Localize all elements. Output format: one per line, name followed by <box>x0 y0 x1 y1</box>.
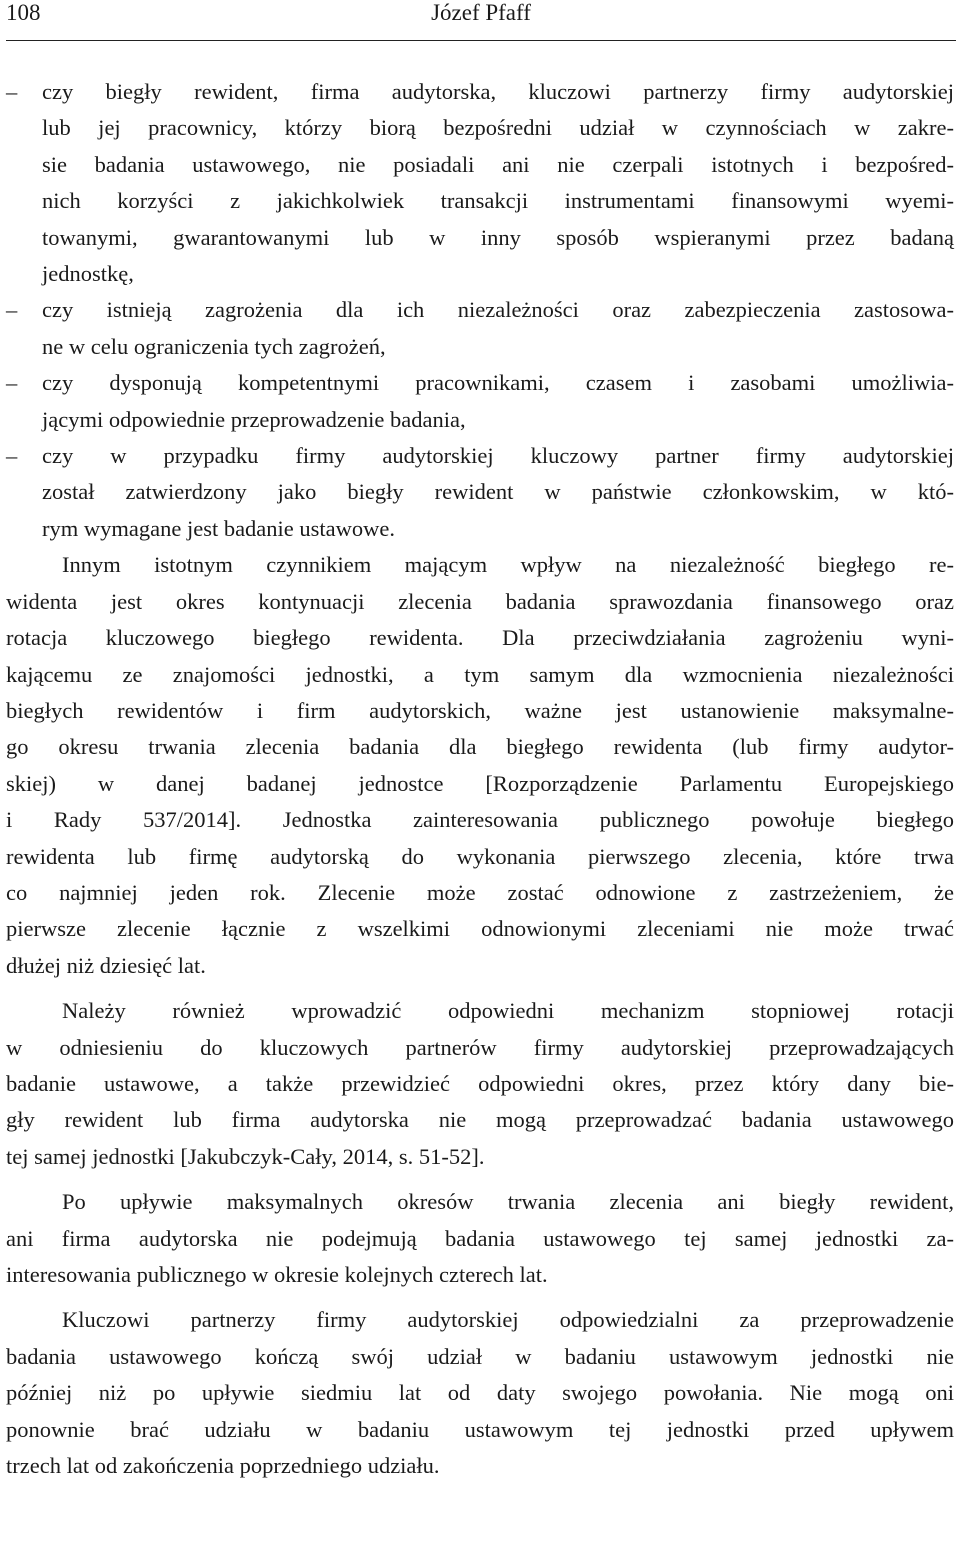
text-line: w odniesieniu do kluczowych partnerów firmy audytorskiej przeprowadzających <box>6 1034 954 1060</box>
body-text <box>6 74 954 1484</box>
text-line: Innym istotnym czynnikiem mającym wpływ na niezależność biegłego re- <box>62 552 954 578</box>
text-line: kającemu ze znajomości jednostki, a tym samym dla wzmocnienia niezależności <box>6 661 954 687</box>
text-line: rotacja kluczowego biegłego rewidenta. Dla przeciwdziałania zagrożeniu wyni- <box>6 625 954 651</box>
text-line: go okresu trwania zlecenia badania dla biegłego rewidenta (lub firmy audytor- <box>6 734 954 760</box>
dash-bullet-icon: – <box>6 443 18 469</box>
text-line: później niż po upływie siedmiu lat od daty swojego powołania. Nie mogą oni <box>6 1380 954 1406</box>
text-line: czy dysponują kompetentnymi pracownikami, czasem i zasobami umożliwia- <box>42 370 954 396</box>
text-line: ani firma audytorska nie podejmują badania ustawowego tej samej jednostki za- <box>6 1225 954 1251</box>
text-line: trzech lat od zakończenia poprzedniego udziału. <box>6 1453 440 1479</box>
text-line: co najmniej jeden rok. Zlecenie może zostać odnowione z zastrzeżeniem, że <box>6 879 954 905</box>
page-number: 108 <box>6 0 41 25</box>
list-item <box>6 292 954 365</box>
text-line: pierwsze zlecenie łącznie z wszelkimi odnowionymi zleceniami nie może trwać <box>6 916 954 942</box>
running-header-author: Józef Pfaff <box>431 0 531 25</box>
paragraph-list <box>6 547 954 1484</box>
text-line: interesowania publicznego w okresie kolejnych czterech lat. <box>6 1262 548 1287</box>
text-line: jednostkę, <box>42 261 134 287</box>
text-line: sie badania ustawowego, nie posiadali ani nie czerpali istotnych i bezpośred- <box>42 151 954 177</box>
list-item <box>6 438 954 547</box>
text-line: ponownie brać udziału w badaniu ustawowym tej jednostki przed upływem <box>6 1416 954 1442</box>
list-item-text <box>42 292 954 365</box>
text-line: Po upływie maksymalnych okresów trwania zlecenia ani biegły rewident, <box>62 1189 954 1215</box>
text-line: tej samej jednostki [Jakubczyk-Cały, 2014, s. 51-52]. <box>6 1143 485 1169</box>
text-line: rym wymagane jest badanie ustawowe. <box>42 515 396 541</box>
criteria-list <box>6 74 954 547</box>
list-item-text <box>42 365 954 438</box>
paragraph <box>6 1184 954 1293</box>
text-line: jącymi odpowiednie przeprowadzenie badania, <box>42 406 466 432</box>
list-item-text <box>42 438 954 547</box>
text-line: lub jej pracownicy, którzy biorą bezpośredni udział w czynnościach w zakre- <box>42 115 954 141</box>
text-line: czy w przypadku firmy audytorskiej kluczowy partner firmy audytorskiej <box>42 443 954 469</box>
text-line: czy istnieją zagrożenia dla ich niezależności oraz zabezpieczenia zastosowa- <box>42 297 954 323</box>
list-item <box>6 74 954 292</box>
text-line: badanie ustawowe, a także przewidzieć odpowiedni okres, przez który dany bie- <box>6 1070 954 1096</box>
text-line: czy biegły rewident, firma audytorska, kluczowi partnerzy firmy audytorskiej <box>42 79 954 104</box>
text-line: widenta jest okres kontynuacji zlecenia badania sprawozdania finansowego oraz <box>6 588 954 614</box>
list-item-text <box>42 74 954 292</box>
text-line: rewidenta lub firmę audytorską do wykonania pierwszego zlecenia, które trwa <box>6 843 954 869</box>
text-line: gły rewident lub firma audytorska nie mogą przeprowadzać badania ustawowego <box>6 1107 954 1133</box>
dash-bullet-icon: – <box>6 79 18 104</box>
text-line: Kluczowi partnerzy firmy audytorskiej odpowiedzialni za przeprowadzenie <box>62 1307 954 1333</box>
running-header <box>6 0 956 41</box>
paragraph <box>6 1302 954 1484</box>
text-line: nich korzyści z jakichkolwiek transakcji instrumentami finansowymi wyemi- <box>42 188 954 214</box>
text-line: dłużej niż dziesięć lat. <box>6 952 206 978</box>
text-line: ne w celu ograniczenia tych zagrożeń, <box>42 333 386 359</box>
text-line: został zatwierdzony jako biegły rewident w państwie członkowskim, w któ- <box>42 479 954 505</box>
text-line: Należy również wprowadzić odpowiedni mechanizm stopniowej rotacji <box>62 998 954 1024</box>
text-line: skiej) w danej badanej jednostce [Rozporządzenie Parlamentu Europejskiego <box>6 770 954 796</box>
text-line: biegłych rewidentów i firm audytorskich, ważne jest ustanowienie maksymalne- <box>6 697 954 723</box>
dash-bullet-icon: – <box>6 297 18 323</box>
text-line: towanymi, gwarantowanymi lub w inny sposób wspieranymi przez badaną <box>42 224 954 250</box>
text-line: badania ustawowego kończą swój udział w badaniu ustawowym jednostki nie <box>6 1343 954 1369</box>
list-item <box>6 365 954 438</box>
paragraph <box>6 993 954 1175</box>
paragraph <box>6 547 954 984</box>
dash-bullet-icon: – <box>6 370 18 396</box>
text-line: i Rady 537/2014]. Jednostka zainteresowania publicznego powołuje biegłego <box>6 807 954 833</box>
